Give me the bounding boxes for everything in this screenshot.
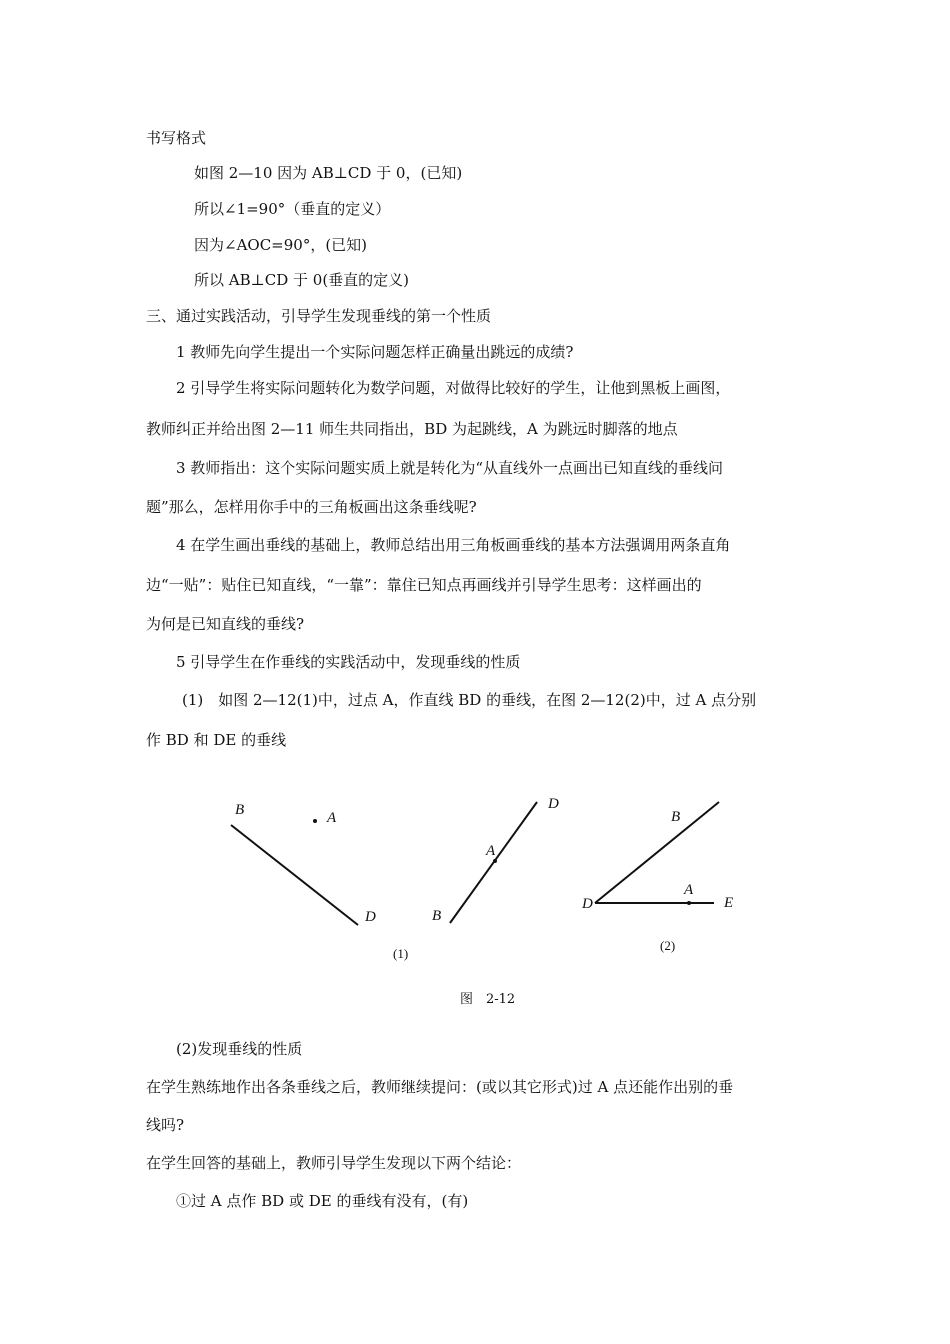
text-line: 教师纠正并给出图 2—11 师生共同指出，BD 为起跳线，A 为跳远时脚落的地点 (146, 420, 678, 438)
text-line: (1) 如图 2—12(1)中，过点 A，作直线 BD 的垂线，在图 2—12(2)中，过 A 点分别 (182, 691, 757, 709)
text-line: 如图 2—10 因为 AB⊥CD 于 0，(已知) (194, 164, 463, 182)
text-line: 5 引导学生在作垂线的实践活动中，发现垂线的性质 (176, 653, 521, 671)
text-line: 3 教师指出：这个实际问题实质上就是转化为“从直线外一点画出已知直线的垂线问 (176, 459, 723, 477)
sub-caption-2: (2) (660, 938, 676, 953)
segment-bd-fig2 (450, 802, 537, 923)
text-line: 线吗? (146, 1116, 185, 1134)
text-line: 2 引导学生将实际问题转化为数学问题，对做得比较好的学生，让他到黑板上画图， (176, 379, 731, 397)
label-b-fig3: B (671, 809, 681, 825)
label-a-fig2: A (486, 843, 496, 859)
text-line: 题”那么，怎样用你手中的三角板画出这条垂线呢? (146, 498, 477, 516)
text-line: 1 教师先向学生提出一个实际问题怎样正确量出跳远的成绩? (176, 343, 574, 361)
text-line: 在学生熟练地作出各条垂线之后，教师继续提问：(或以其它形式)过 A 点还能作出别的垂 (146, 1078, 734, 1096)
label-b-fig1: B (235, 802, 245, 818)
text-line: (2)发现垂线的性质 (176, 1040, 303, 1058)
label-b-fig2: B (432, 908, 442, 924)
text-line: 为何是已知直线的垂线? (146, 615, 305, 633)
sub-caption-1: (1) (393, 946, 409, 961)
text-line: 所以 AB⊥CD 于 0(垂直的定义) (194, 271, 410, 289)
text-line: 边“一贴”：贴住已知直线，“一靠”：靠住已知点再画线并引导学生思考：这样画出的 (146, 576, 702, 594)
text-line: 所以∠1=90°（垂直的定义） (194, 200, 391, 218)
figure-caption: 图 2-12 (460, 992, 516, 1007)
label-d-fig1: D (365, 909, 376, 925)
text-line: ①过 A 点作 BD 或 DE 的垂线有没有，(有) (176, 1192, 469, 1210)
label-d-fig2: D (548, 796, 559, 812)
label-a-fig1: A (327, 810, 337, 826)
segment-db-fig3 (595, 802, 719, 903)
segment-bd-fig1 (231, 825, 358, 925)
point-a-fig3 (687, 901, 691, 905)
label-a-fig3: A (684, 882, 694, 898)
text-line: 因为∠AOC=90°，(已知) (194, 236, 368, 254)
text-line: 作 BD 和 DE 的垂线 (146, 731, 287, 749)
text-line: 在学生回答的基础上，教师引导学生发现以下两个结论： (146, 1154, 522, 1172)
text-line: 4 在学生画出垂线的基础上，教师总结出用三角板画垂线的基本方法强调用两条直角 (176, 536, 731, 554)
label-d-fig3: D (582, 896, 593, 912)
section-heading: 三、通过实践活动，引导学生发现垂线的第一个性质 (146, 307, 492, 325)
point-a-fig1 (313, 819, 317, 823)
text-line: 书写格式 (146, 129, 207, 147)
label-e-fig3: E (724, 895, 734, 911)
